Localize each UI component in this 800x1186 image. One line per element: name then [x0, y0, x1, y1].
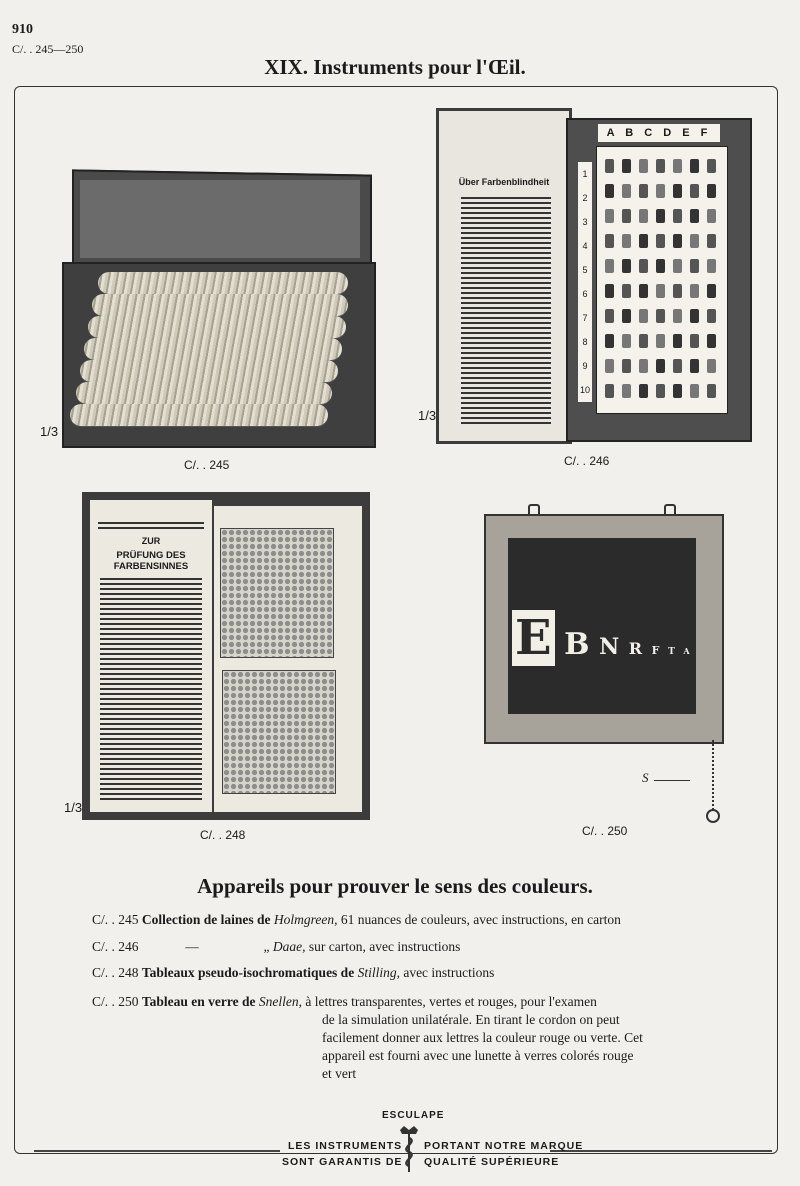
row-number: 5	[582, 265, 588, 275]
wool-skein	[656, 234, 665, 248]
brand-name: ESCULAPE	[382, 1110, 445, 1121]
page-reference: C/. . 245—250	[12, 42, 84, 56]
pseudo-isochromatic-plate	[222, 670, 336, 794]
wool-skein	[707, 209, 716, 223]
cord-label: S	[642, 770, 649, 785]
wool-skein	[673, 384, 682, 398]
wool-skein	[707, 309, 716, 323]
catalog-item	[92, 994, 597, 1010]
item-ref: C/. . 246	[92, 939, 139, 954]
item-text: Collection de laines de	[141, 912, 274, 927]
wool-skein-row	[70, 404, 328, 426]
catalog-item: C/. . 246 — „ Daae, sur carton, avec instructions	[92, 939, 461, 954]
wool-skein	[622, 359, 631, 373]
figure-caption: C/. . 246	[564, 454, 610, 468]
wool-skein	[707, 259, 716, 273]
wool-skein	[605, 259, 614, 273]
wool-skein	[673, 234, 682, 248]
wool-skein	[639, 284, 648, 298]
row-number: 8	[582, 337, 588, 347]
cord-label-line	[654, 780, 690, 781]
wool-skein	[656, 284, 665, 298]
column-letters: A B C D E F	[598, 124, 720, 142]
item-continuation: appareil est fourni avec une lunette à verres colorés rouge	[322, 1048, 634, 1063]
wool-skein	[690, 159, 699, 173]
item-ref: C/. . 245	[92, 912, 139, 927]
wool-skein	[622, 159, 631, 173]
wool-skein	[622, 184, 631, 198]
wool-skein	[639, 234, 648, 248]
figure-caption: C/. . 250	[582, 824, 628, 838]
wool-skein	[673, 159, 682, 173]
item-continuation: facilement donner aux lettres la couleur rouge ou verte. Cet	[322, 1030, 643, 1045]
wool-skein	[639, 334, 648, 348]
wool-skein	[673, 309, 682, 323]
wool-skein	[707, 184, 716, 198]
wool-skein	[673, 184, 682, 198]
book-left-page	[436, 108, 572, 444]
row-number: 6	[582, 289, 588, 299]
wool-skein	[605, 234, 614, 248]
wool-skein	[639, 384, 648, 398]
item-text: Tableau en verre de	[141, 994, 259, 1009]
box-lid-inside	[80, 180, 360, 258]
heading-small: ZUR	[141, 536, 161, 546]
wool-box	[62, 262, 376, 448]
wool-skein	[639, 359, 648, 373]
footer-right-line2: QUALITÉ SUPÉRIEURE	[424, 1156, 560, 1168]
wool-skein	[605, 384, 614, 398]
item-italic: Snellen,	[258, 994, 303, 1009]
wool-skein	[622, 334, 631, 348]
wool-skein	[656, 184, 665, 198]
footer-left-line2: SONT GARANTIS DE	[282, 1156, 403, 1168]
wool-skein	[673, 209, 682, 223]
row-number: 7	[582, 313, 588, 323]
wool-skein	[656, 384, 665, 398]
catalog-item	[92, 965, 494, 981]
item-text: avec instructions	[399, 965, 495, 980]
scale-label: 1/3	[418, 408, 437, 423]
wool-skein	[639, 159, 648, 173]
text-block	[100, 578, 202, 800]
wool-skein	[639, 309, 648, 323]
snellen-letter: R	[628, 639, 643, 658]
wool-skein	[673, 334, 682, 348]
pseudo-isochromatic-plate	[220, 528, 334, 658]
wool-skein	[622, 284, 631, 298]
item-ref: C/. . 248	[92, 965, 139, 980]
skein-grid	[596, 146, 728, 414]
catalog-item	[92, 912, 621, 928]
wool-skein	[707, 284, 716, 298]
wool-skein	[690, 384, 699, 398]
wool-skein	[690, 234, 699, 248]
wool-skein	[622, 309, 631, 323]
section-title: Appareils pour prouver le sens des couleurs.	[197, 874, 593, 898]
snellen-letter: F	[651, 644, 660, 657]
book-right-page	[214, 506, 362, 812]
wool-skein	[690, 284, 699, 298]
item-text: 61 nuances de couleurs, avec instructions, en carton	[337, 912, 621, 927]
wool-skein	[656, 209, 665, 223]
wool-skein	[673, 359, 682, 373]
page-number: 910	[12, 22, 33, 37]
pull-cord	[712, 740, 715, 810]
row-number: 4	[582, 241, 588, 251]
wool-skein	[639, 259, 648, 273]
wool-skein	[707, 159, 716, 173]
wool-skein-row	[98, 272, 348, 294]
text-block	[461, 197, 551, 427]
wool-skein	[673, 259, 682, 273]
wool-skein-row	[92, 294, 348, 316]
item-italic: Stilling,	[357, 965, 400, 980]
wool-skein	[605, 334, 614, 348]
wool-skein-row	[88, 316, 346, 338]
wool-skein-row	[76, 382, 332, 404]
wool-skein	[639, 209, 648, 223]
wool-skein-row	[84, 338, 342, 360]
wool-skein	[656, 259, 665, 273]
wool-skein	[622, 259, 631, 273]
wool-skein	[690, 334, 699, 348]
snellen-letter: T	[668, 647, 675, 657]
cord-ring	[706, 809, 720, 823]
wool-skein	[656, 334, 665, 348]
snellen-letter: E	[512, 610, 555, 666]
footer-rule	[550, 1150, 772, 1152]
item-text: Tableaux pseudo-isochromatiques de	[141, 965, 358, 980]
item-text: à lettres transparentes, vertes et rouges, pour l'examen	[302, 994, 597, 1009]
row-number: 3	[582, 217, 588, 227]
book-left-page	[90, 500, 212, 812]
row-numbers	[578, 162, 592, 402]
wool-skein	[656, 309, 665, 323]
wool-skein	[605, 209, 614, 223]
wool-skein	[690, 184, 699, 198]
item-continuation: de la simulation unilatérale. En tirant le cordon on peut	[322, 1012, 620, 1027]
snellen-letters	[508, 610, 696, 666]
row-number: 1	[582, 169, 588, 179]
scale-label: 1/3	[64, 800, 83, 815]
wool-skein	[622, 234, 631, 248]
figure-caption: C/. . 245	[184, 458, 230, 472]
item-ref: C/. . 250	[92, 994, 139, 1009]
heading-line	[98, 522, 204, 532]
wool-skein	[605, 359, 614, 373]
item-text: —	[185, 939, 199, 954]
wool-skein	[690, 259, 699, 273]
item-text: sur carton, avec instructions	[305, 939, 461, 954]
wool-skein	[605, 184, 614, 198]
wool-skein	[605, 159, 614, 173]
wool-skein	[707, 384, 716, 398]
snellen-letter: A	[683, 646, 690, 656]
wool-skein	[707, 334, 716, 348]
wool-skein	[707, 234, 716, 248]
wool-skein	[690, 209, 699, 223]
scale-label: 1/3	[40, 424, 59, 439]
wool-skein	[622, 209, 631, 223]
row-number: 2	[582, 193, 588, 203]
footer-rule	[34, 1150, 280, 1152]
wool-skein-row	[80, 360, 338, 382]
caduceus-trademark-icon	[396, 1124, 422, 1174]
footer-right-line1: PORTANT NOTRE MARQUE	[424, 1140, 584, 1152]
snellen-letter: N	[599, 634, 620, 660]
page-heading: Über Farbenblindheit	[458, 177, 550, 187]
wool-skein	[605, 309, 614, 323]
wool-skein	[690, 359, 699, 373]
row-number: 9	[582, 361, 588, 371]
footer-left-line1: LES INSTRUMENTS	[288, 1140, 403, 1152]
wool-skein	[673, 284, 682, 298]
wool-skein	[656, 359, 665, 373]
wool-skein	[690, 309, 699, 323]
row-number: 10	[579, 385, 590, 395]
item-italic: Holmgreen,	[273, 912, 338, 927]
item-italic: Daae,	[272, 939, 306, 954]
wool-skein	[639, 184, 648, 198]
heading-main: PRÜFUNG DES FARBENSINNES	[113, 550, 189, 572]
item-continuation: et vert	[322, 1066, 357, 1081]
chapter-title: XIX. Instruments pour l'Œil.	[264, 55, 526, 79]
wool-skein	[605, 284, 614, 298]
wool-skein	[622, 384, 631, 398]
wool-skein	[656, 159, 665, 173]
figure-caption: C/. . 248	[200, 828, 246, 842]
snellen-letter: B	[564, 627, 590, 662]
wool-skein	[707, 359, 716, 373]
